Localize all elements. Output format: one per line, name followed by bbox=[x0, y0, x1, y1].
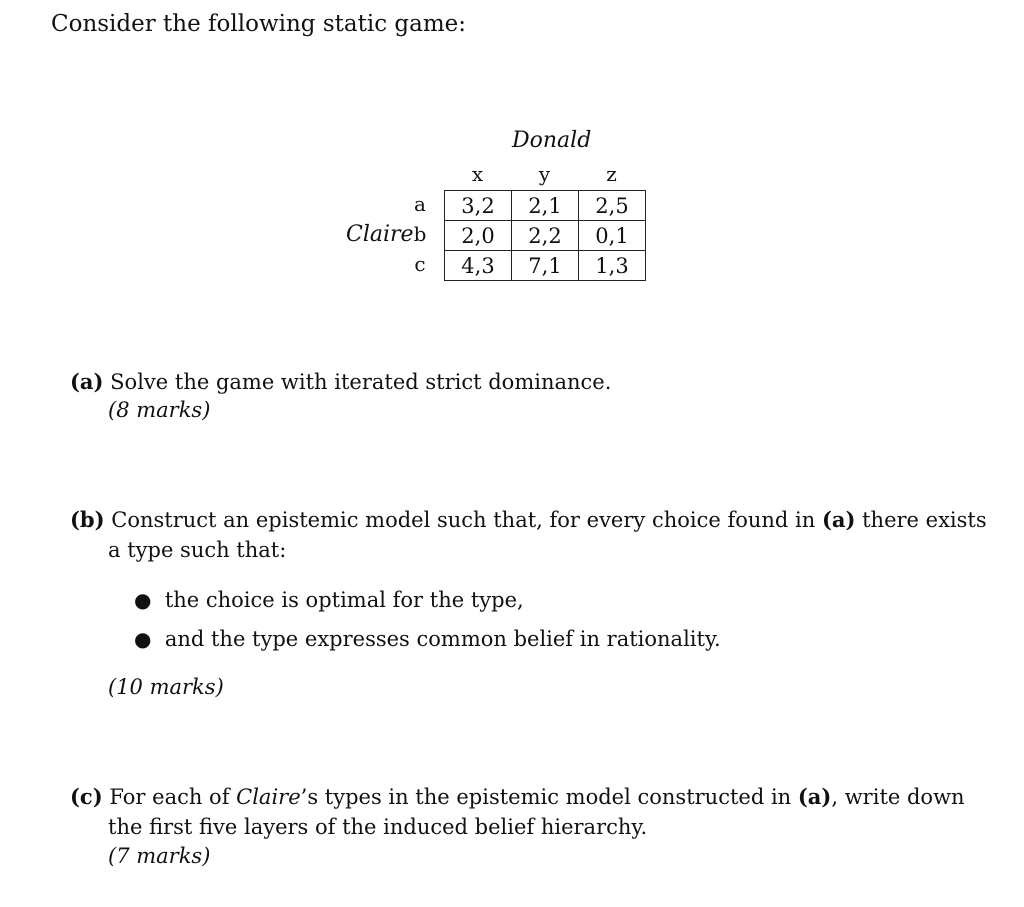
payoff-cell-c-z: 1,3 bbox=[579, 251, 646, 281]
question-a bbox=[70, 366, 611, 398]
question-b-bullet-1-text: the choice is optimal for the type, bbox=[164, 588, 524, 612]
payoff-cell-c-x: 4,3 bbox=[445, 251, 512, 281]
row-label-a: a bbox=[414, 192, 426, 216]
column-label-x: x bbox=[471, 162, 484, 186]
payoff-cell-b-z: 0,1 bbox=[579, 221, 646, 251]
question-c-label: (c) bbox=[70, 784, 103, 809]
bullet-icon: ● bbox=[134, 588, 152, 612]
payoff-cell-c-y: 7,1 bbox=[512, 251, 579, 281]
question-b-marks: (10 marks) bbox=[108, 675, 224, 699]
payoff-cell-a-z: 2,5 bbox=[579, 191, 646, 221]
intro-text: Consider the following static game: bbox=[51, 11, 466, 37]
payoff-row-b bbox=[445, 221, 646, 251]
question-b-label: (b) bbox=[70, 507, 105, 532]
question-a-text: Solve the game with iterated strict dominance. bbox=[110, 370, 612, 394]
column-player-name: Donald bbox=[512, 128, 592, 153]
question-b-bullet-1 bbox=[134, 585, 524, 616]
question-b-line1 bbox=[70, 504, 987, 536]
question-c-marks: (7 marks) bbox=[108, 844, 211, 868]
payoff-cell-a-y: 2,1 bbox=[512, 191, 579, 221]
payoff-row-c bbox=[445, 251, 646, 281]
question-b-line2: a type such that: bbox=[108, 538, 287, 562]
payoff-cell-a-x: 3,2 bbox=[445, 191, 512, 221]
column-label-z: z bbox=[606, 162, 617, 186]
question-c-line1 bbox=[70, 781, 965, 813]
column-label-y: y bbox=[538, 162, 551, 186]
bullet-icon: ● bbox=[134, 627, 152, 651]
question-a-label: (a) bbox=[70, 369, 104, 394]
row-label-c: c bbox=[414, 252, 426, 276]
question-b-text-pre: Construct an epistemic model such that, for every choice found in bbox=[111, 508, 822, 532]
payoff-matrix bbox=[444, 190, 646, 281]
question-b-bullet-2-text: and the type expresses common belief in rationality. bbox=[164, 627, 721, 651]
question-c-text-post: , write down bbox=[831, 785, 965, 809]
question-c-name: Claire bbox=[236, 785, 301, 809]
question-c-text-mid: ’s types in the epistemic model constructed in bbox=[300, 785, 798, 809]
question-b-text-post: there exists bbox=[855, 508, 987, 532]
question-c-ref: (a) bbox=[797, 784, 832, 809]
payoff-row-a bbox=[445, 191, 646, 221]
question-c-text-pre: For each of bbox=[109, 785, 237, 809]
question-a-marks: (8 marks) bbox=[108, 398, 211, 422]
payoff-cell-b-y: 2,2 bbox=[512, 221, 579, 251]
row-label-b: b bbox=[413, 222, 427, 246]
question-c-line2: the first five layers of the induced belief hierarchy. bbox=[108, 815, 648, 839]
row-player-name: Claire bbox=[346, 222, 414, 247]
question-b-ref: (a) bbox=[821, 507, 856, 532]
payoff-cell-b-x: 2,0 bbox=[445, 221, 512, 251]
question-b-bullet-2 bbox=[134, 624, 721, 655]
